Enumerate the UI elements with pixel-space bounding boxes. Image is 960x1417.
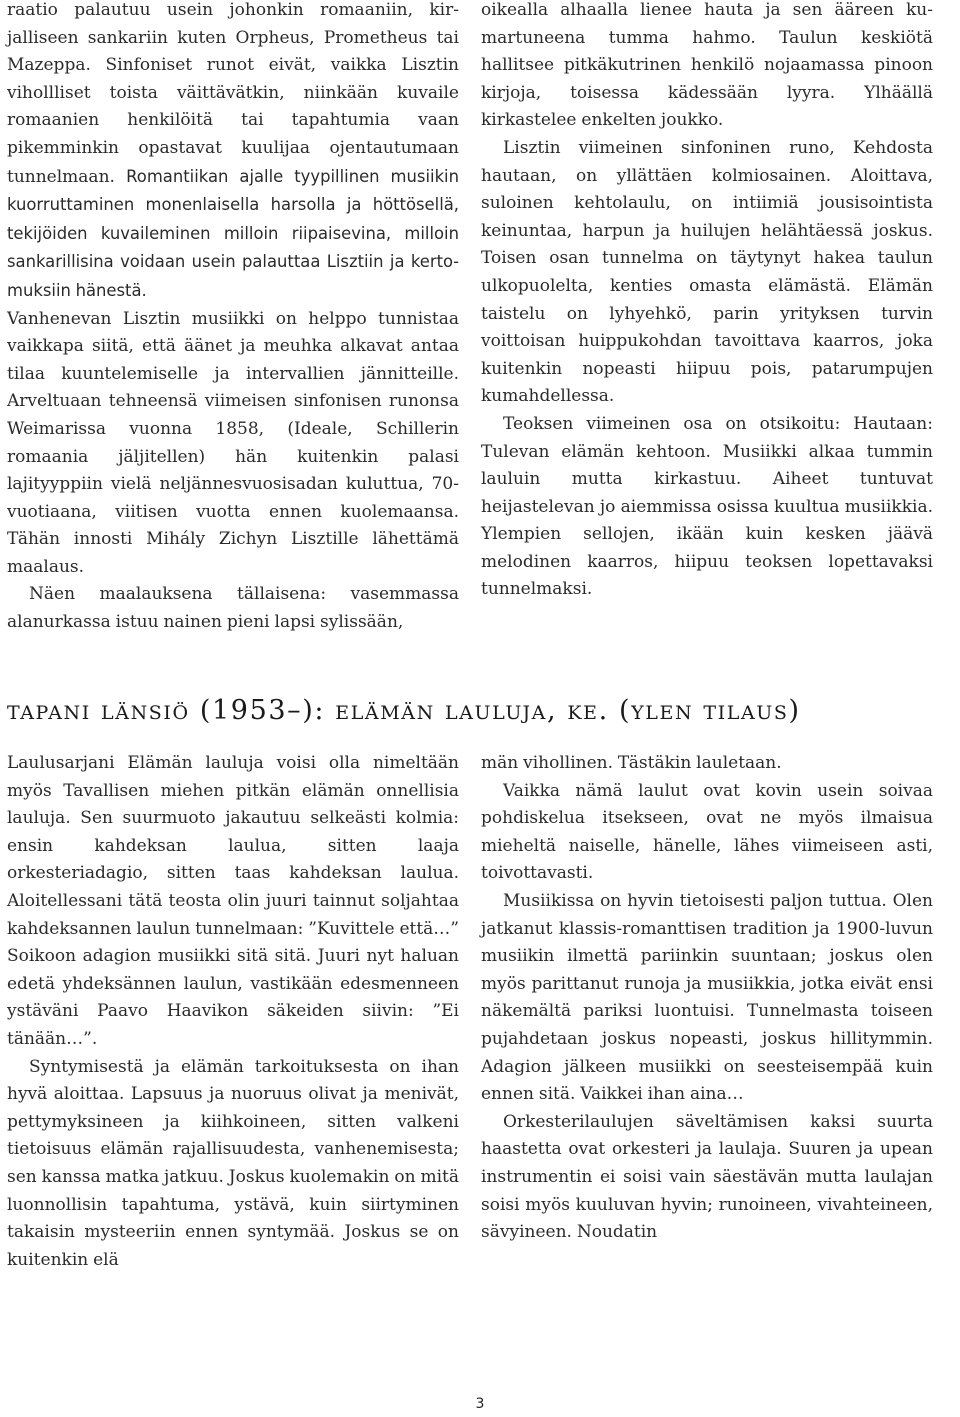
top-right-column bbox=[481, 0, 933, 604]
paragraph: Vanhenevan Lisztin musiikki on helppo tunnistaa vaikkapa siitä, että äänet ja meuhka alkavat antaa tilaa kuuntelemiselle ja intervallien jännitteille. Arveltuaan tehneensä viimeisen sinfonisen runonsa Weimarissa vuonna 1858, (Ideale, Schillerin romaania jäljitellen) hän kuitenkin palasi lajityyppiin vielä neljännesvuosisadan kuluttua, 70-vuotiaana, viitisen vuotta ennen kuolemaansa. Tähän innosti Mihály Zichyn Lisztille lähettämä maalaus. bbox=[7, 308, 459, 577]
paragraph-text-serif: raatio palautuu usein johonkin romaaniin, kirjalliseen sankariin kuten Orpheus, Prometheus tai Mazeppa. Sinfoniset runot eivät, vaikka Lisztin vihollliset toista väittävätkin, niinkään kuvaile romaanien henkilöitä tai tapahtumia vaan pikemminkin opastavat kuulijaa ojentautumaan tunnelmaan. bbox=[7, 0, 459, 187]
bottom-left-column bbox=[7, 750, 459, 1274]
bottom-right-column bbox=[481, 750, 933, 1247]
section-heading: tapani länsiö (1953–): elämän lauluja, ke. (ylen tilaus) bbox=[7, 695, 801, 726]
paragraph: Teoksen viimeinen osa on otsikoitu: Hautaan: Tulevan elämän kehtoon. Musiikki alkaa tummin lauluin mutta kirkastuu. Aiheet tuntuvat heijastelevan jo aiemmissa osissa kuultua musiikkia. Ylempien sellojen, ikään kuin kesken jäävä melodinen kaarros, hiipuu teoksen lopettavaksi tunnelmaksi. bbox=[481, 413, 933, 600]
paragraph: män vihollinen. Tästäkin lauletaan. bbox=[481, 753, 782, 773]
paragraph-text-sans: Romantiikan ajalle tyypillinen musiikin kuorruttaminen monenlaisella harsolla ja höttösellä, tekijöiden kuvaileminen milloin riipaisevina, milloin sankarillisina voidaan usein palauttaa Lisztiin ja kertomuksiin hänestä. bbox=[7, 166, 459, 300]
page-number: 3 bbox=[475, 1396, 485, 1412]
top-left-column bbox=[7, 0, 459, 637]
paragraph: Laulusarjani Elämän lauluja voisi olla nimeltään myös Tavallisen miehen pitkän elämän onnellisia lauluja. Sen suurmuoto jakautuu selkeästi kolmia: ensin kahdeksan laulua, sitten laaja orkesteriadagio, sitten taas kahdeksan laulua. Aloitellessani tätä teosta olin juuri tainnut soljahtaa kahdeksannen laulun tunnelmaan: ”Kuvittele että…” Soikoon adagion musiikki sitä sitä. Juuri nyt haluan edetä yhdeksännen laulun, vastikään edesmenneen ystäväni Paavo Haavikon säkeiden siivin: ”Ei tänään…”. bbox=[7, 753, 459, 1049]
paragraph: oikealla alhaalla lienee hauta ja sen ääreen kumartuneena tumma hahmo. Taulun keskiötä hallitsee pitkäkutrinen henkilö nojaamassa pinoon kirjoja, toisessa kädessään lyyra. Ylhäällä kirkastelee enkelten joukko. bbox=[481, 0, 933, 131]
paragraph: Lisztin viimeinen sinfoninen runo, Kehdosta hautaan, on yllättäen kolmiosainen. Aloittava, suloinen kehtolaulu, on intiimiä jousisointista keinuntaa, harpun ja huilujen helähtäessä joskus. Toisen osan tunnelma on täytynyt hakea taulun ulkopuolelta, kenties omasta elämästä. Elämän taistelu on lyhyehkö, parin yrityksen turvin voittoisan huippukohdan tavoittava kaarros, joka kuitenkin nopeasti hiipuu pois, patarumpujen kumahdellessa. bbox=[481, 137, 933, 407]
paragraph: Syntymisestä ja elämän tarkoituksesta on ihan hyvä aloittaa. Lapsuus ja nuoruus olivat ja menivät, pettymyksineen ja kiihkoineen, sitten valkeni tietoisuus elämän rajallisuudesta, vanhenemisesta; sen kanssa matka jatkuu. Joskus kuolemakin on mitä luonnollisin tapahtuma, ystävä, kuin siirtyminen takaisin mysteeriin ennen syntymää. Joskus se on kuitenkin elä bbox=[7, 1056, 459, 1270]
paragraph: Vaikka nämä laulut ovat kovin usein soivaa pohdiskelua itsekseen, ovat ne myös ilmaisua mieheltä naiselle, hänelle, lähes viimeiseen asti, toivottavasti. bbox=[481, 780, 933, 884]
paragraph: Orkesterilaulujen säveltämisen kaksi suurta haastetta ovat orkesteri ja laulaja. Suuren ja upean instrumentin ei soisi vain säestävän mutta laulajan soisi myös kuuluvan hyvin; runoineen, vivahteineen, sävyineen. Noudatin bbox=[481, 1111, 933, 1243]
paragraph bbox=[7, 0, 459, 306]
paragraph: Näen maalauksena tällaisena: vasemmassa alanurkassa istuu nainen pieni lapsi sylissään, bbox=[7, 584, 459, 633]
paragraph: Musiikissa on hyvin tietoisesti paljon tuttua. Olen jatkanut klassis-romanttisen tradition ja 1900-luvun musiikin ilmettä pariinkin suuntaan; joskus olen myös parittanut runoja ja musiikkia, jotka eivät ensi näkemältä pariksi luontuisi. Tunnelmasta toiseen pujahdetaan joskus nopeasti, joskus hillitymmin. Adagion jälkeen musiikki on seesteisempää kuin ennen sitä. Vaikkei ihan aina… bbox=[481, 890, 933, 1105]
